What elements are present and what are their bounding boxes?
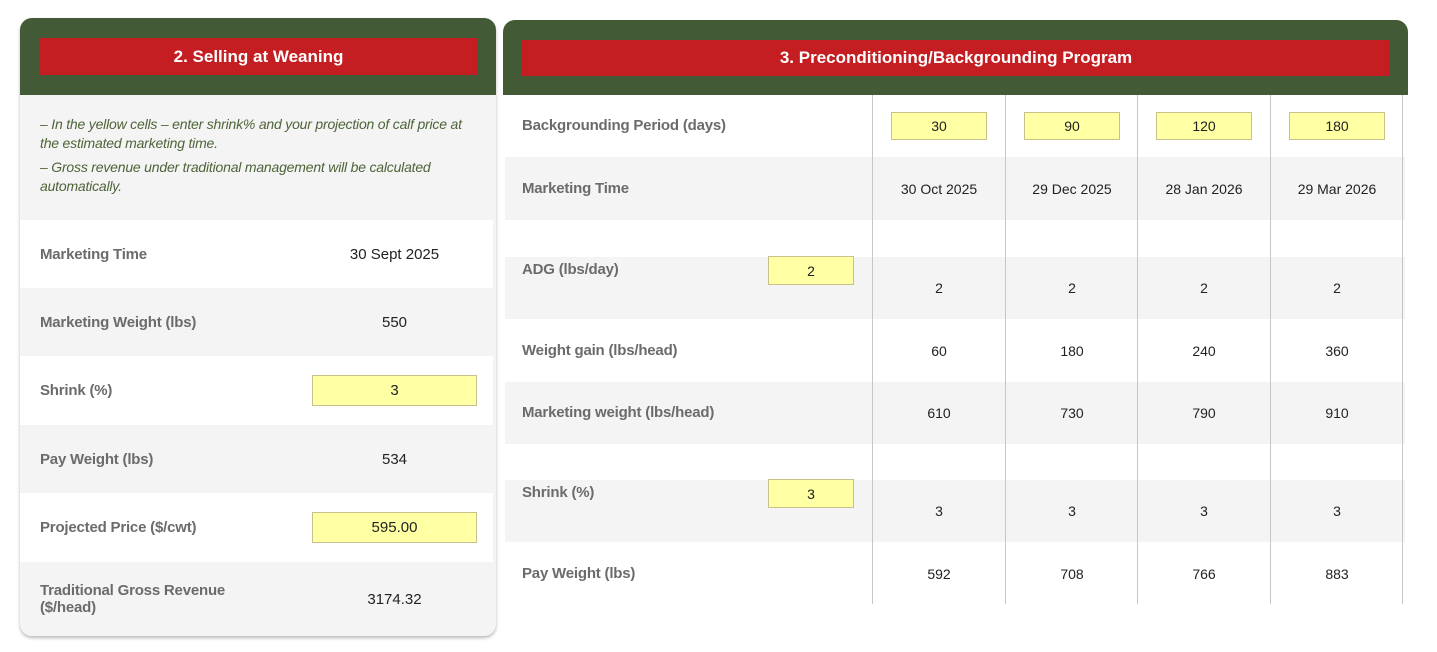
- marketing-time-cell: 30 Oct 2025: [900, 181, 978, 197]
- projected-price-input[interactable]: 595.00: [312, 512, 477, 543]
- shrink-cell: 3: [1068, 503, 1076, 519]
- program-table: [505, 95, 1405, 604]
- adg-input[interactable]: 2: [768, 256, 854, 285]
- marketing-time-cell: 29 Mar 2026: [1297, 181, 1377, 197]
- shrink-input[interactable]: 3: [768, 479, 854, 508]
- marketing-weight-cell: 790: [1192, 405, 1216, 421]
- shrink-label: Shrink (%): [522, 484, 595, 501]
- panel-header: [20, 18, 496, 95]
- weight-gain-cell: 180: [1060, 343, 1084, 359]
- adg-cell: 2: [935, 280, 943, 296]
- row-label: Pay Weight (lbs): [40, 450, 154, 468]
- weight-gain-cell: 360: [1325, 343, 1349, 359]
- adg-cell: 2: [1333, 280, 1341, 296]
- pay-weight-cell: 883: [1325, 566, 1349, 582]
- shrink-cell: 3: [1333, 503, 1341, 519]
- marketing-time-label: Marketing Time: [522, 180, 629, 197]
- pay-weight-cell: 708: [1060, 566, 1084, 582]
- marketing-weight-cell: 610: [927, 405, 951, 421]
- marketing-time-cell: 29 Dec 2025: [1032, 181, 1112, 197]
- row-label: Shrink (%): [40, 382, 113, 399]
- marketing-weight-label: Marketing weight (lbs/head): [522, 404, 715, 421]
- period-180-input[interactable]: 180: [1289, 112, 1385, 140]
- selling-at-weaning-panel: [20, 18, 496, 636]
- pay-weight-cell: 592: [927, 566, 951, 582]
- row-label: Projected Price ($/cwt): [40, 519, 197, 536]
- shrink-input[interactable]: 3: [312, 375, 477, 406]
- row-label: Marketing Time: [40, 245, 147, 263]
- marketing-weight-row: [20, 288, 493, 356]
- period-90-input[interactable]: 90: [1024, 112, 1120, 140]
- pay-weight-row: [20, 425, 493, 493]
- shrink-row: [20, 356, 493, 425]
- adg-label: ADG (lbs/day): [522, 261, 619, 278]
- shrink-cell: 3: [935, 503, 943, 519]
- panel-title: 3. Preconditioning/Backgrounding Program: [522, 40, 1390, 76]
- weight-gain-cell: 240: [1192, 343, 1216, 359]
- adg-cell: 2: [1200, 280, 1208, 296]
- marketing-weight-cell: 730: [1060, 405, 1084, 421]
- marketing-time-row: [20, 220, 493, 288]
- weight-gain-cell: 60: [931, 343, 947, 359]
- marketing-time-value: 30 Sept 2025: [349, 245, 440, 263]
- adg-cell: 2: [1068, 280, 1076, 296]
- panel-header: [503, 20, 1408, 95]
- pay-weight-cell: 766: [1192, 566, 1216, 582]
- pay-weight-label: Pay Weight (lbs): [522, 565, 636, 582]
- projected-price-row: [20, 493, 493, 562]
- instruction-line: – In the yellow cells – enter shrink% and your projection of calf price at the estimated marketing time.: [40, 116, 462, 151]
- period-30-input[interactable]: 30: [891, 112, 987, 140]
- instruction-line: – Gross revenue under traditional management will be calculated automatically.: [40, 159, 431, 194]
- instructions: [20, 95, 496, 220]
- row-label: Traditional Gross Revenue ($/head): [40, 582, 226, 616]
- pay-weight-value: 534: [381, 450, 408, 468]
- backgrounding-period-label: Backgrounding Period (days): [522, 117, 726, 134]
- marketing-weight-cell: 910: [1325, 405, 1349, 421]
- panel-title: 2. Selling at Weaning: [40, 38, 477, 75]
- backgrounding-program-panel: [503, 20, 1408, 604]
- weight-gain-label: Weight gain (lbs/head): [522, 342, 678, 359]
- shrink-cell: 3: [1200, 503, 1208, 519]
- marketing-weight-value: 550: [381, 313, 408, 331]
- period-120-input[interactable]: 120: [1156, 112, 1252, 140]
- row-label: Marketing Weight (lbs): [40, 313, 197, 331]
- gross-revenue-row: [20, 562, 493, 636]
- marketing-time-cell: 28 Jan 2026: [1165, 181, 1243, 197]
- gross-revenue-value: 3174.32: [367, 590, 422, 608]
